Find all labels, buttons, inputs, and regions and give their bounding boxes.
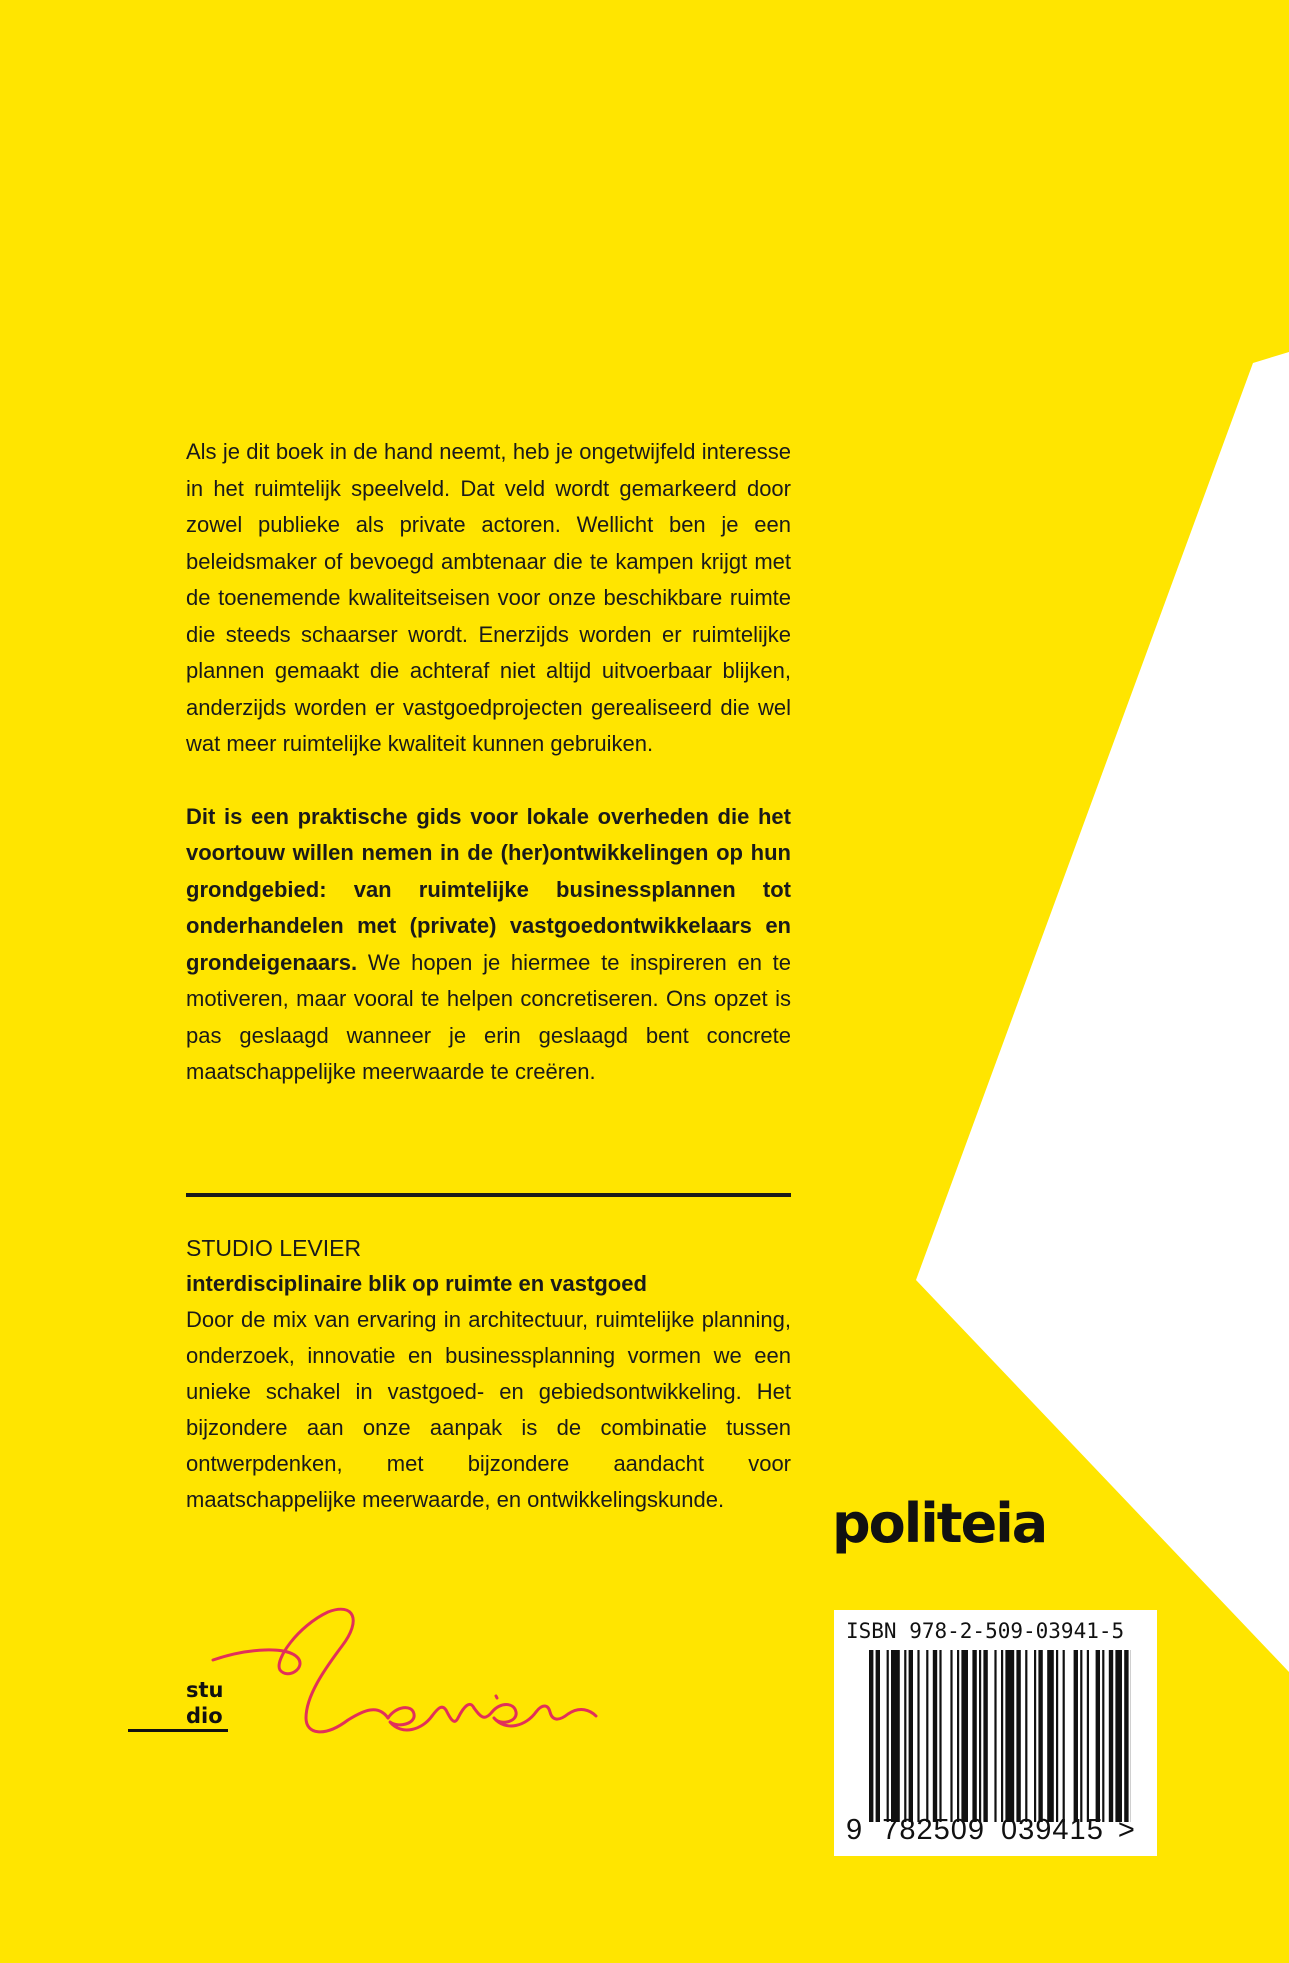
barcode-bar bbox=[961, 1650, 968, 1822]
barcode-bar bbox=[939, 1650, 941, 1822]
barcode-bar bbox=[1056, 1650, 1058, 1822]
barcode-bar bbox=[1109, 1650, 1113, 1822]
section-divider bbox=[186, 1193, 791, 1197]
barcode-bar bbox=[933, 1650, 937, 1822]
barcode-bar bbox=[979, 1650, 981, 1822]
isbn-end-mark: > bbox=[1117, 1814, 1135, 1846]
barcode-bar bbox=[1115, 1650, 1122, 1822]
barcode-bar bbox=[887, 1650, 889, 1822]
isbn-barcode-block bbox=[834, 1610, 1157, 1856]
studio-levier-logo bbox=[128, 1600, 598, 1750]
barcode-bar bbox=[983, 1650, 987, 1822]
about-subtitle: interdisciplinaire blik op ruimte en vastgoed bbox=[186, 1271, 647, 1296]
barcode-bar bbox=[869, 1650, 873, 1822]
barcode-bar bbox=[1080, 1650, 1082, 1822]
publisher-logo: politeia bbox=[832, 1492, 1047, 1555]
blurb-paragraph-2 bbox=[186, 799, 791, 1091]
blurb-paragraph-2-bold: Dit is een praktische gids voor lokale overheden die het voortouw willen nemen in de (her)ontwikkelingen op hun grondgebied: van ruimtelijke businessplannen tot onderhandelen met (private) vastgoedontwikkelaars en grondeigenaars. bbox=[186, 803, 791, 975]
barcode-bar bbox=[1001, 1650, 1003, 1822]
about-title: STUDIO LEVIER bbox=[186, 1235, 362, 1261]
barcode-bar bbox=[876, 1650, 880, 1822]
about-section bbox=[186, 1230, 791, 1518]
barcode-bar bbox=[957, 1650, 959, 1822]
barcode-bar bbox=[926, 1650, 928, 1822]
isbn-digits bbox=[846, 1814, 1135, 1847]
isbn-group-2: 039415 bbox=[1001, 1814, 1104, 1846]
barcode-bar bbox=[1038, 1650, 1042, 1822]
barcode-bar bbox=[1063, 1650, 1065, 1822]
barcode-bar bbox=[909, 1650, 913, 1822]
barcode-bar bbox=[1124, 1650, 1128, 1822]
barcode-bar bbox=[917, 1650, 919, 1822]
blurb-paragraph-1: Als je dit boek in de hand neemt, heb je ongetwijfeld interesse in het ruimtelijk speelveld. Dat veld wordt gemarkeerd door zowel publieke als private actoren. Wellicht ben je een beleidsmaker of bevoegd ambtenaar die te kampen krijgt met de toenemende kwaliteitseisen voor onze beschikbare ruimte die steeds schaarser wordt. Enerzijds worden er ruimtelijke plannen gemaakt die achteraf niet altijd uitvoerbaar blijken, anderzijds worden er vastgoedprojecten gerealiseerd die wel wat meer ruimtelijke kwaliteit kunnen gebruiken. bbox=[186, 439, 791, 756]
barcode-bar bbox=[972, 1650, 976, 1822]
blurb-paragraph-2-rest: We hopen je hiermee te inspireren en te motiveren, maar vooral te helpen concretiseren. Ons opzet is pas geslaagd wanneer je erin geslaagd bent concrete maatschappelijke meerwaarde te creëren. bbox=[186, 949, 791, 1084]
barcode-bar bbox=[1025, 1650, 1027, 1822]
barcode-bar bbox=[1034, 1650, 1036, 1822]
logo-text-dio: dio bbox=[186, 1704, 223, 1728]
barcode-bar bbox=[1087, 1650, 1089, 1822]
barcode-bar bbox=[1016, 1650, 1020, 1822]
isbn-first-digit: 9 bbox=[846, 1814, 863, 1846]
about-body: Door de mix van ervaring in architectuur, ruimtelijke planning, onderzoek, innovatie en businessplanning vormen we een unieke schakel in vastgoed- en gebiedsontwikkeling. Het bijzondere aan onze aanpak is de combinatie tussen ontwerpdenken, met bijzondere aandacht voor maatschappelijke meerwaarde, en ontwikkelingskunde. bbox=[186, 1307, 791, 1512]
barcode-bar bbox=[1096, 1650, 1100, 1822]
barcode-bar bbox=[1074, 1650, 1078, 1822]
signature-icon bbox=[128, 1600, 598, 1750]
barcode-bar bbox=[994, 1650, 996, 1822]
barcode-bar bbox=[1047, 1650, 1054, 1822]
barcode-bar bbox=[891, 1650, 900, 1822]
barcode-icon bbox=[869, 1650, 1131, 1822]
barcode-bar bbox=[1102, 1650, 1104, 1822]
barcode-bar bbox=[904, 1650, 906, 1822]
blurb bbox=[186, 434, 791, 1091]
barcode-bar bbox=[950, 1650, 952, 1822]
logo-text-stu: stu bbox=[186, 1678, 224, 1702]
isbn-label: ISBN 978-2-509-03941-5 bbox=[846, 1619, 1125, 1643]
barcode-bar bbox=[1005, 1650, 1014, 1822]
isbn-group-1: 782509 bbox=[882, 1814, 985, 1846]
